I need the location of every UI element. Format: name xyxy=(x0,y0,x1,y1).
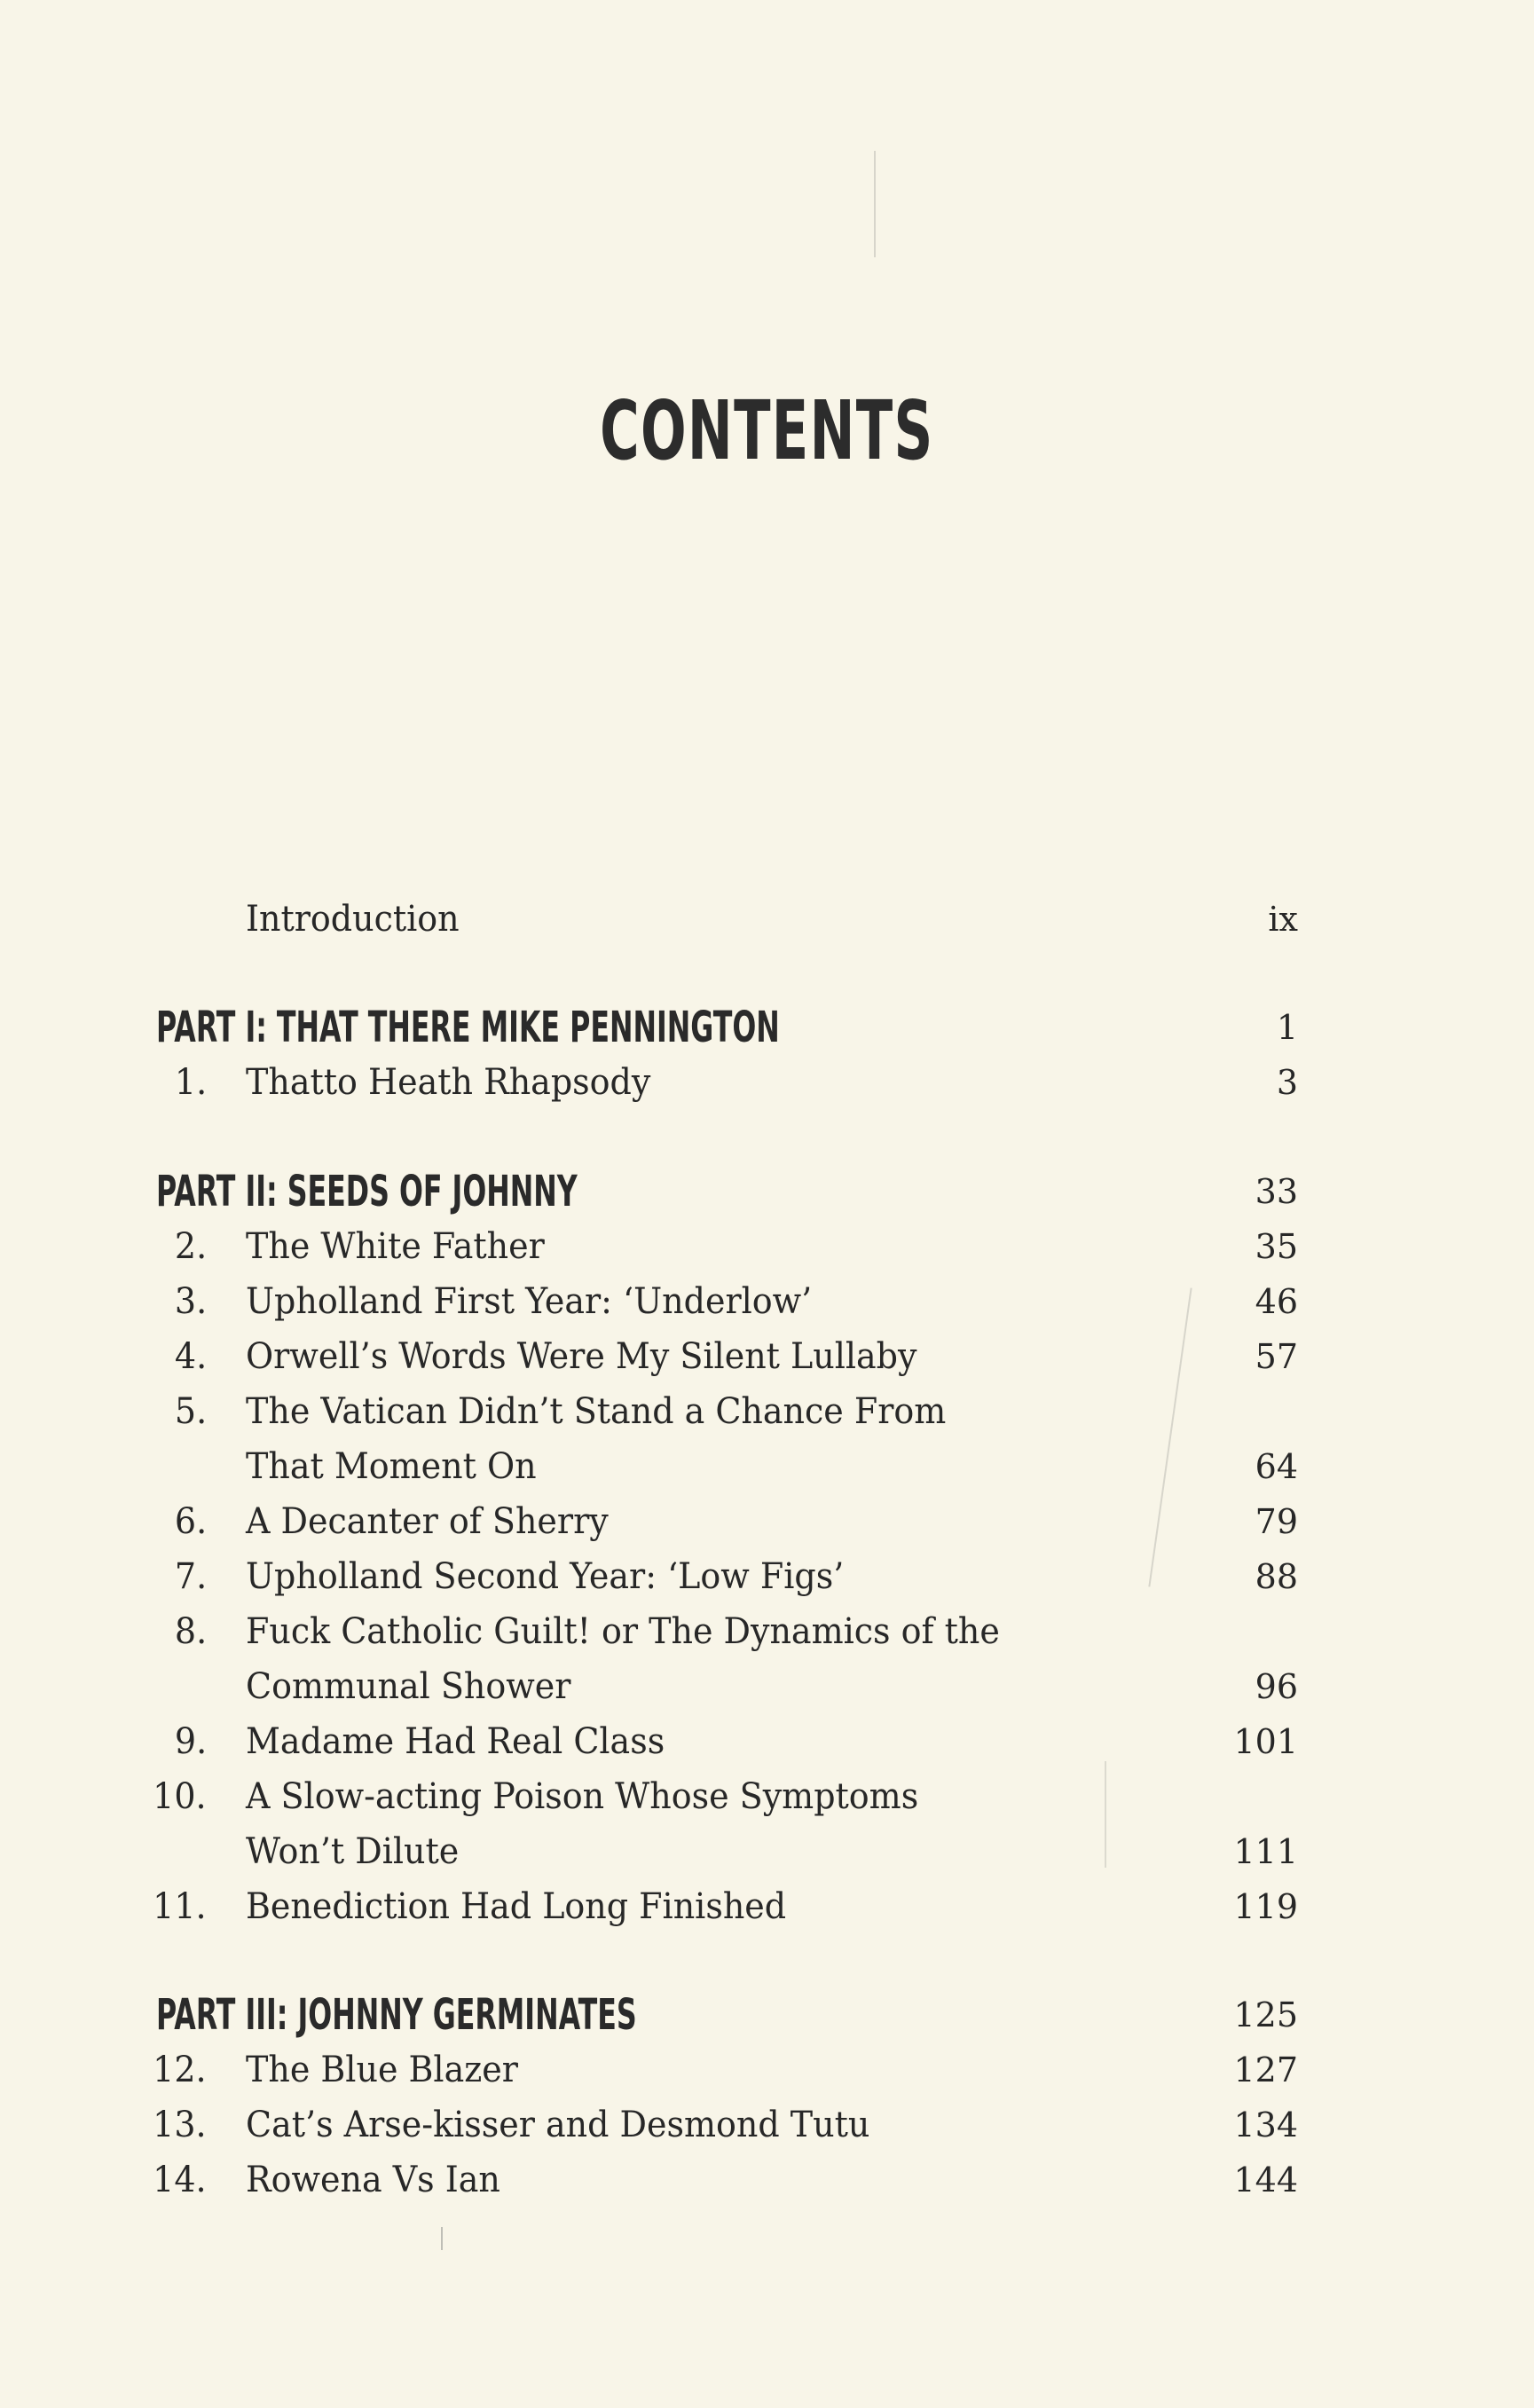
entry-page: 96 xyxy=(1255,1667,1298,1706)
toc-entry[interactable] xyxy=(0,2152,1534,2207)
page-title: CONTENTS xyxy=(600,383,934,478)
chapter-number: 9. xyxy=(174,1721,207,1762)
chapter-number: 7. xyxy=(174,1556,207,1597)
toc-entry[interactable] xyxy=(0,1604,1534,1659)
chapter-title: Madame Had Real Class xyxy=(246,1721,665,1762)
toc-entry[interactable] xyxy=(0,1384,1534,1439)
entry-page: 127 xyxy=(1233,2050,1298,2089)
toc-entry[interactable] xyxy=(0,1274,1534,1329)
chapter-number: 8. xyxy=(174,1611,207,1652)
toc-entry[interactable] xyxy=(0,1219,1534,1274)
chapter-title-line-2: Communal Shower xyxy=(246,1666,571,1707)
toc-entry-continued[interactable] xyxy=(0,1439,1534,1494)
part-title: PART III: JOHNNY GERMINATES xyxy=(156,1990,637,2040)
chapter-number: 5. xyxy=(174,1391,207,1432)
chapter-title: Orwell’s Words Were My Silent Lullaby xyxy=(246,1336,917,1377)
chapter-title: Rowena Vs Ian xyxy=(246,2160,500,2200)
chapter-title: Fuck Catholic Guilt! or The Dynamics of the xyxy=(246,1611,1000,1652)
chapter-title-line-2: That Moment On xyxy=(246,1446,537,1487)
chapter-title: A Slow-acting Poison Whose Symptoms xyxy=(246,1776,919,1817)
toc-entry-continued[interactable] xyxy=(0,1824,1534,1879)
scan-mark xyxy=(1105,1761,1106,1868)
entry-title: Introduction xyxy=(246,899,460,940)
entry-page: 119 xyxy=(1233,1887,1298,1926)
toc-entry[interactable] xyxy=(0,1055,1534,1110)
scan-mark xyxy=(874,151,876,257)
entry-page: ix xyxy=(1268,900,1298,939)
toc-entry[interactable] xyxy=(0,2097,1534,2152)
chapter-title: Upholland Second Year: ‘Low Figs’ xyxy=(246,1556,845,1597)
chapter-title: A Decanter of Sherry xyxy=(246,1501,609,1542)
chapter-title: Thatto Heath Rhapsody xyxy=(246,1062,651,1103)
chapter-number: 1. xyxy=(174,1062,207,1103)
entry-page: 64 xyxy=(1255,1447,1298,1486)
entry-page: 79 xyxy=(1255,1502,1298,1541)
chapter-title: Benediction Had Long Finished xyxy=(246,1886,787,1927)
toc-entry-continued[interactable] xyxy=(0,1659,1534,1714)
chapter-title: The Vatican Didn’t Stand a Chance From xyxy=(246,1391,947,1432)
entry-page: 111 xyxy=(1233,1832,1298,1871)
toc-entry[interactable] xyxy=(0,1549,1534,1604)
chapter-number: 4. xyxy=(174,1336,207,1377)
chapter-number: 6. xyxy=(174,1501,207,1542)
entry-page: 134 xyxy=(1233,2105,1298,2144)
chapter-title-line-2: Won’t Dilute xyxy=(246,1831,460,1872)
entry-page: 101 xyxy=(1233,1722,1298,1761)
toc-entry[interactable] xyxy=(0,1329,1534,1384)
chapter-title: The White Father xyxy=(246,1226,545,1267)
entry-page: 125 xyxy=(1233,1995,1298,2034)
chapter-number: 11. xyxy=(153,1886,207,1927)
part-title: PART II: SEEDS OF JOHNNY xyxy=(156,1167,578,1216)
chapter-number: 12. xyxy=(153,2050,207,2090)
chapter-title: Upholland First Year: ‘Underlow’ xyxy=(246,1281,813,1322)
toc-entry[interactable] xyxy=(0,1769,1534,1824)
entry-page: 35 xyxy=(1255,1227,1298,1266)
toc-entry[interactable] xyxy=(0,1714,1534,1769)
entry-page: 46 xyxy=(1255,1282,1298,1321)
chapter-number: 10. xyxy=(153,1776,207,1817)
toc-entry[interactable] xyxy=(0,2042,1534,2097)
toc-entry[interactable] xyxy=(0,1879,1534,1934)
part-heading-2[interactable] xyxy=(0,1164,1534,1219)
chapter-title: Cat’s Arse-kisser and Desmond Tutu xyxy=(246,2105,870,2145)
chapter-number: 14. xyxy=(153,2160,207,2200)
chapter-number: 3. xyxy=(174,1281,207,1322)
entry-page: 1 xyxy=(1276,1008,1298,1047)
chapter-number: 2. xyxy=(174,1226,207,1267)
chapter-title: The Blue Blazer xyxy=(246,2050,518,2090)
entry-page: 144 xyxy=(1233,2160,1298,2199)
scan-mark xyxy=(441,2227,443,2250)
entry-page: 3 xyxy=(1276,1063,1298,1102)
part-heading-3[interactable] xyxy=(0,1987,1534,2042)
part-title: PART I: THAT THERE MIKE PENNINGTON xyxy=(156,1003,780,1052)
toc-entry-introduction[interactable] xyxy=(0,892,1534,947)
part-heading-1[interactable] xyxy=(0,1000,1534,1055)
chapter-number: 13. xyxy=(153,2105,207,2145)
toc-entry[interactable] xyxy=(0,1494,1534,1549)
entry-page: 88 xyxy=(1255,1557,1298,1596)
entry-page: 33 xyxy=(1255,1172,1298,1211)
entry-page: 57 xyxy=(1255,1337,1298,1376)
